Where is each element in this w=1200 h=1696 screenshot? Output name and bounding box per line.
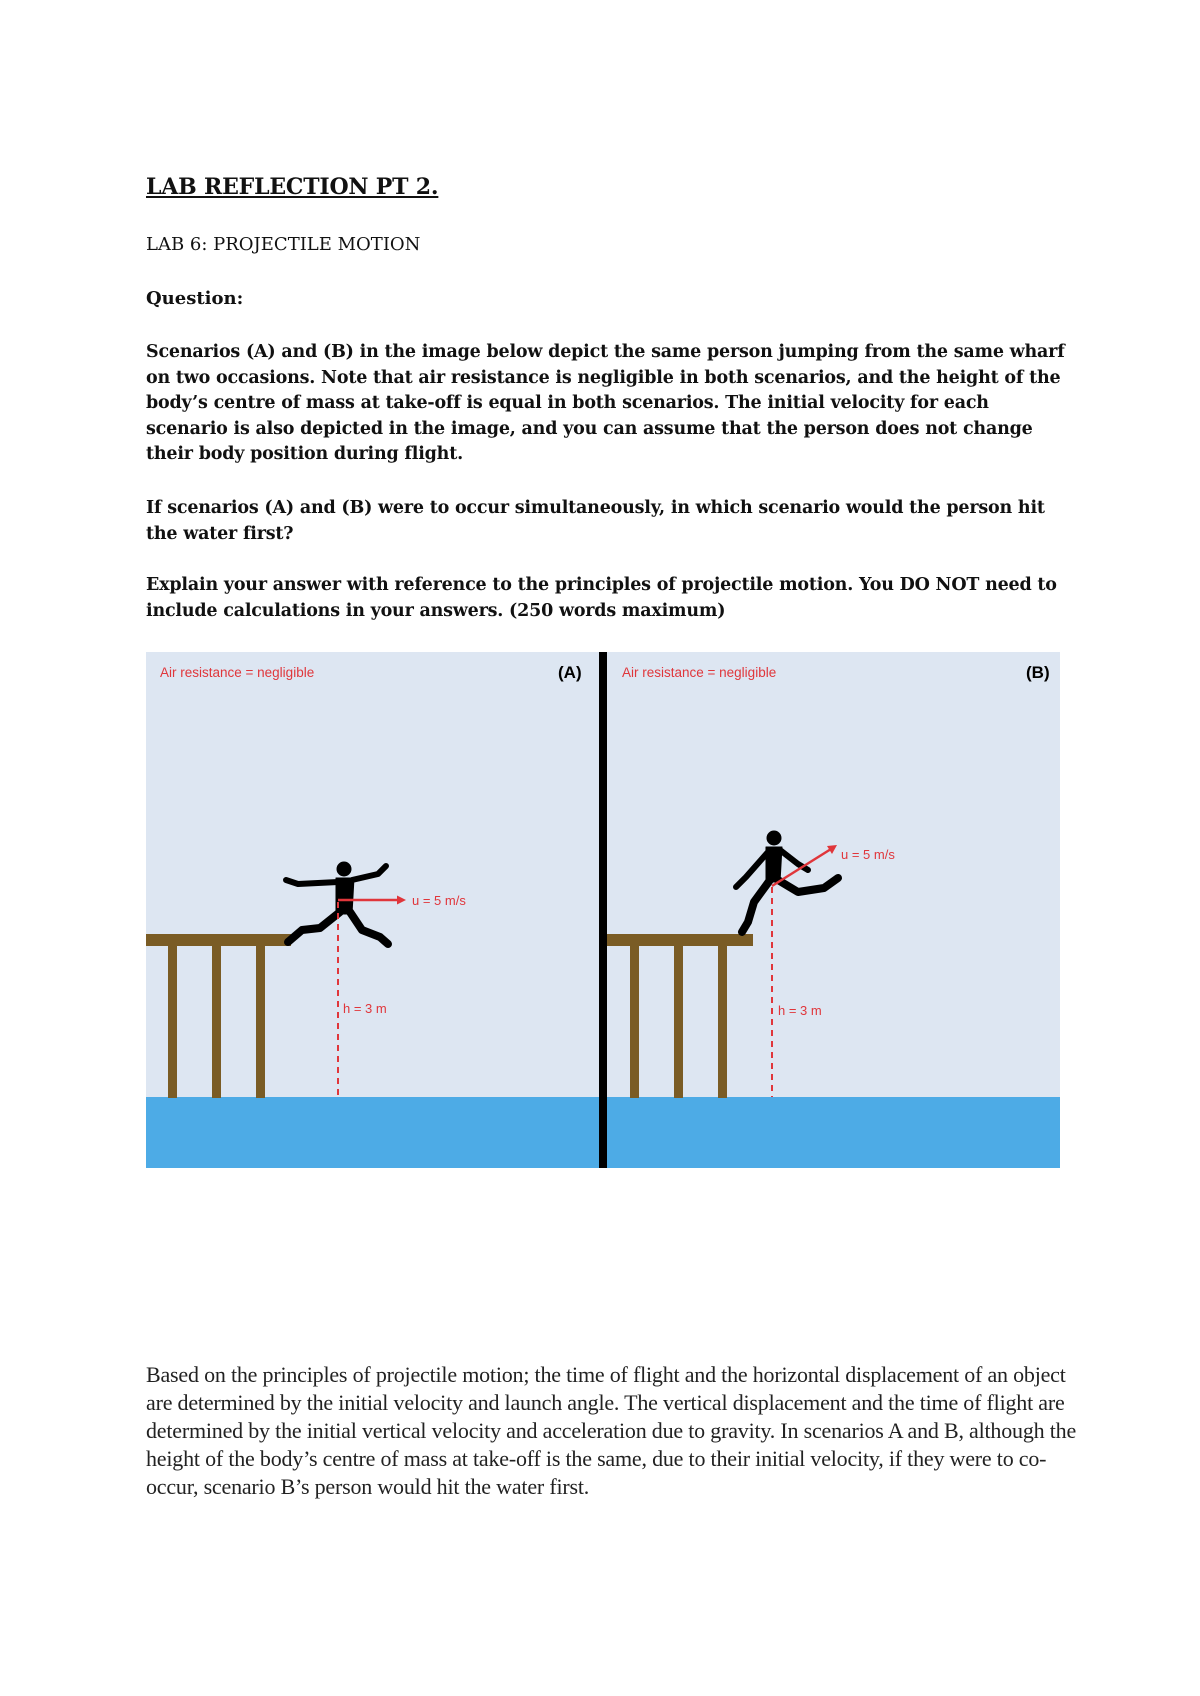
question-paragraph-instructions: Explain your answer with reference to the principles of projectile motion. You DO NOT need to include calculations in your answers. (250 words maximum) — [146, 575, 1057, 621]
panel-a — [146, 652, 603, 1168]
question-paragraph-ask: If scenarios (A) and (B) were to occur simultaneously, in which scenario would the person hit the water first? — [146, 498, 1045, 544]
answer-paragraph: Based on the principles of projectile motion; the time of flight and the horizontal displacement of an object are determined by the initial velocity and launch angle. The vertical displacement and the time of flight are determined by the initial vertical velocity and acceleration due to gravity. In scenarios A and B, although the height of the body’s centre of mass at take-off is the same, due to their initial velocity, if they were to co-occur, scenario B’s person would hit the water first. — [146, 1362, 1077, 1499]
question-label: Question: — [146, 288, 244, 309]
page-title: LAB REFLECTION PT 2. — [146, 174, 439, 200]
panel-divider — [599, 652, 607, 1168]
panel-b — [607, 652, 1060, 1168]
panel-a-water — [146, 1097, 603, 1168]
panel-b-label: (B) — [1026, 663, 1050, 682]
panel-a-air-note: Air resistance = negligible — [160, 665, 315, 680]
panel-a-height-label: h = 3 m — [343, 1001, 387, 1016]
panel-a-velocity-label: u = 5 m/s — [412, 893, 466, 908]
panel-a-label: (A) — [558, 663, 582, 682]
panel-b-air-note: Air resistance = negligible — [622, 665, 777, 680]
lab-subtitle: LAB 6: PROJECTILE MOTION — [146, 234, 421, 255]
projectile-figure — [146, 652, 1060, 1168]
panel-b-height-label: h = 3 m — [778, 1003, 822, 1018]
panel-b-water — [607, 1097, 1060, 1168]
question-paragraph-scenario: Scenarios (A) and (B) in the image below depict the same person jumping from the same wharf on two occasions. Note that air resistance is negligible in both scenarios, and the height of the body’s centre of mass at take-off is equal in both scenarios. The initial velocity for each scenario is also depicted in the image, and you can assume that the person does not change their body position during flight. — [146, 342, 1065, 464]
panel-b-velocity-label: u = 5 m/s — [841, 847, 895, 862]
